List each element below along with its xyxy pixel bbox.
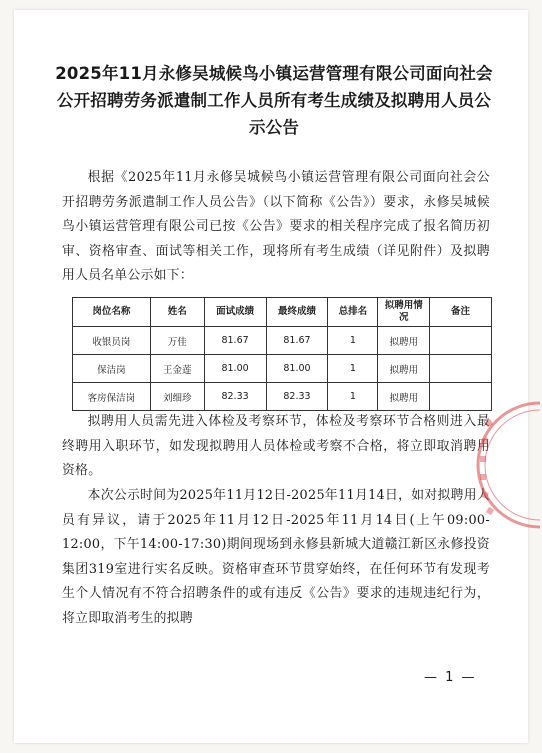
cell-interview-score: 81.67 [204, 327, 266, 355]
header-interview-score: 面试成绩 [204, 298, 266, 327]
header-remarks: 备注 [430, 298, 492, 327]
cell-interview-score: 82.33 [204, 383, 266, 411]
cell-hire-status: 拟聘用 [378, 327, 430, 355]
cell-hire-status: 拟聘用 [378, 355, 430, 383]
table-header-row [73, 298, 492, 327]
table-row [73, 327, 492, 355]
header-final-score: 最终成绩 [266, 298, 328, 327]
cell-name: 刘细珍 [150, 383, 204, 411]
cell-position: 收银员岗 [73, 327, 151, 355]
cell-name: 王金莲 [150, 355, 204, 383]
cell-interview-score: 81.00 [204, 355, 266, 383]
cell-final-score: 81.67 [266, 327, 328, 355]
cell-rank: 1 [328, 327, 378, 355]
cell-final-score: 82.33 [266, 383, 328, 411]
physical-exam-paragraph: 拟聘用人员需先进入体检及考察环节，体检及考察环节合格则进入最终聘用入职环节，如发现拟聘用人员体检或考察不合格，将立即取消聘用资格。 [62, 414, 490, 479]
cell-remarks [430, 383, 492, 411]
cell-position: 保洁岗 [73, 355, 151, 383]
header-position: 岗位名称 [73, 298, 151, 327]
page-number: — 1 — [424, 670, 477, 685]
results-table [72, 297, 492, 411]
document-title: 2025年11月永修吴城候鸟小镇运营管理有限公司面向社会公开招聘劳务派遣制工作人员所有考生成绩及拟聘用人员公示公告 [55, 64, 493, 137]
cell-final-score: 81.00 [266, 355, 328, 383]
cell-name: 万佳 [150, 327, 204, 355]
header-rank: 总排名 [328, 298, 378, 327]
cell-remarks [430, 355, 492, 383]
cell-rank: 1 [328, 383, 378, 411]
header-name: 姓名 [150, 298, 204, 327]
intro-paragraph: 根据《2025年11月永修吴城候鸟小镇运营管理有限公司面向社会公开招聘劳务派遣制工作人员公告》（以下简称《公告》）要求，永修吴城候鸟小镇运营管理有限公司已按《公告》要求的相关程序完成了报名简历初审、资格审查、面试等相关工作，现将所有考生成绩（详见附件）及拟聘用人员名单公示如下： [62, 170, 490, 284]
cell-position: 客房保洁岗 [73, 383, 151, 411]
document-page [14, 10, 528, 743]
table-row [73, 355, 492, 383]
cell-remarks [430, 327, 492, 355]
cell-hire-status: 拟聘用 [378, 383, 430, 411]
cell-rank: 1 [328, 355, 378, 383]
header-hire-status: 拟聘用情况 [378, 298, 430, 327]
table-row [73, 383, 492, 411]
publicity-period-paragraph: 本次公示时间为2025年11月12日-2025年11月14日，如对拟聘用人员有异议，请于2025年11月12日-2025年11月14日(上午09:00-12:00，下午14:00-17:30)期间现场到永修县新城大道赣江新区永修投资集团319室进行实名反映。资格审查环节贯穿始终，在任何环节有发现考生个人情况有不符合招聘条件的或有违反《公告》要求的违规违纪行为，将立即取消考生的拟聘 [62, 488, 490, 626]
